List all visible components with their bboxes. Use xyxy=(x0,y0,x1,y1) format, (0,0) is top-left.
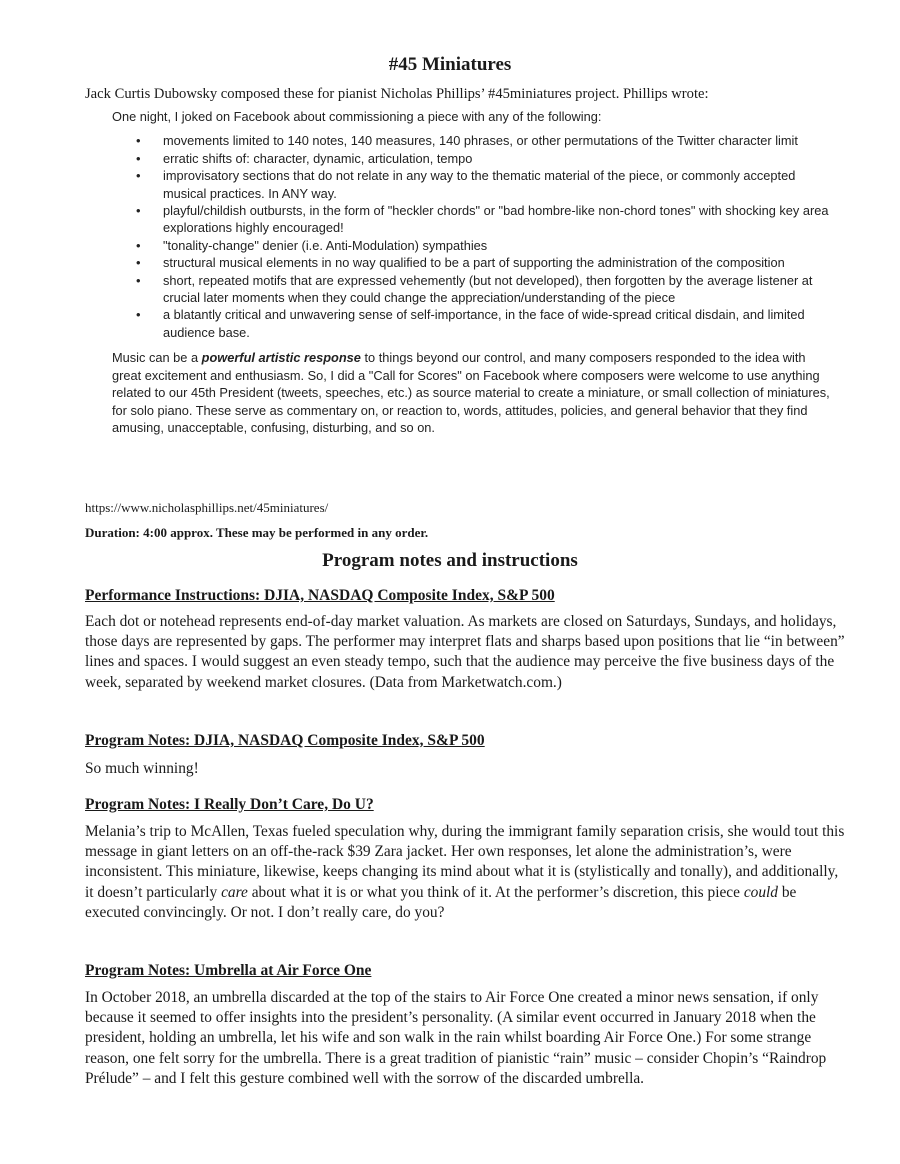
bullet-item: • a blatantly critical and unwavering sense of self-importance, in the face of wide-spread critical disdain, and limited audience base. xyxy=(163,306,832,341)
bullet-list xyxy=(112,132,832,341)
notes-care-emphasis: care xyxy=(221,883,248,901)
notes-care-text-part: Melania’s trip to McAllen, Texas fueled speculation why, during the immigrant family separation crisis, she would tout this message in giant letters on an off-the-rack $39 Zara jacket. Her own responses, let alone the administration’s, were inconsistent. This miniature, likewise, keeps changing its mind about what it is (stylistically and tonally), and additionally, it doesn’t particularly xyxy=(85,823,845,901)
bullet-item: • short, repeated motifs that are expressed vehemently (but not developed), then forgotten by the average listener at crucial later moments when they could change the appreciation/understanding of the piece xyxy=(163,272,832,307)
quote-closing-start: Music can be a xyxy=(112,350,202,366)
quote-closing-paragraph xyxy=(112,349,832,436)
notes-care-heading: Program Notes: I Really Don’t Care, Do U? xyxy=(85,796,374,813)
duration-line: Duration: 4:00 approx. These may be performed in any order. xyxy=(85,525,429,540)
notes-djia-heading: Program Notes: DJIA, NASDAQ Composite Index, S&P 500 xyxy=(85,732,485,749)
document-title: #45 Miniatures xyxy=(388,54,512,75)
performance-instructions-heading: Performance Instructions: DJIA, NASDAQ Composite Index, S&P 500 xyxy=(85,587,555,604)
performance-instructions-text: Each dot or notehead represents end-of-day market valuation. As markets are closed on Saturdays, Sundays, and holidays, those days are represented by gaps. The performer may interpret flats and sharps based upon positions that lie “in between” lines and spaces. I would suggest an even steady tempo, such that the audience may perceive the five business days of the week, separated by weekend market closures. (Data from Marketwatch.com.) xyxy=(85,613,845,691)
notes-umbrella-heading: Program Notes: Umbrella at Air Force One xyxy=(85,962,372,979)
bullet-item: • "tonality-change" denier (i.e. Anti-Modulation) sympathies xyxy=(163,237,832,254)
notes-umbrella-text: In October 2018, an umbrella discarded at the top of the stairs to Air Force One created a minor news sensation, if only because it seemed to offer insights into the president’s personality. (A similar event occurred in January 2018 when the president, holding an umbrella, let his wife and son walk in the rain whilst boarding Air Force One.) For some strange reason, one felt sorry for the umbrella. There is a great tradition of pianistic “rain” music – consider Chopin’s “Raindrop Prélude” – and I felt this gesture combined well with the sorrow of the discarded umbrella. xyxy=(85,989,827,1087)
notes-care-text xyxy=(85,822,845,923)
section-title: Program notes and instructions xyxy=(322,550,578,571)
notes-care-text-part: be executed convincingly. Or not. I don’t really care, do you? xyxy=(85,883,797,921)
bullet-item: • movements limited to 140 notes, 140 measures, 140 phrases, or other permutations of the Twitter character limit xyxy=(163,132,832,149)
notes-care-emphasis: could xyxy=(743,883,779,901)
quote-lead: One night, I joked on Facebook about commissioning a piece with any of the following: xyxy=(112,109,602,124)
quoted-passage xyxy=(112,108,832,436)
quote-closing-end: to things beyond our control, and many composers responded to the idea with great excitement and enthusiasm. So, I did a "Call for Scores" on Facebook where composers were welcome to use anything related to our 45th President (tweets, speeches, etc.) as source material to create a miniature, or small collection of miniatures, for solo piano. These serve as commentary on, or reaction to, words, attitudes, policies, and general behavior that they find amusing, unacceptable, confusing, disturbing, and so on. xyxy=(112,350,830,435)
quote-emphasis: powerful artistic response xyxy=(201,350,361,366)
notes-djia-text: So much winning! xyxy=(85,760,199,777)
source-url[interactable]: https://www.nicholasphillips.net/45miniatures/ xyxy=(85,500,329,515)
bullet-item: • structural musical elements in no way qualified to be a part of supporting the administration of the composition xyxy=(163,254,832,271)
bullet-item: • improvisatory sections that do not relate in any way to the thematic material of the piece, or commonly accepted musical practices. In ANY way. xyxy=(163,167,832,202)
notes-care-text-part: about what it is or what you think of it. At the performer’s discretion, this piece xyxy=(247,883,744,901)
bullet-item: • playful/childish outbursts, in the form of "heckler chords" or "bad hombre-like non-chord tones" with shocking key area explorations highly encouraged! xyxy=(163,202,832,237)
intro-line: Jack Curtis Dubowsky composed these for pianist Nicholas Phillips’ #45miniatures project. Phillips wrote: xyxy=(85,86,709,102)
bullet-item: • erratic shifts of: character, dynamic, articulation, tempo xyxy=(163,150,832,167)
